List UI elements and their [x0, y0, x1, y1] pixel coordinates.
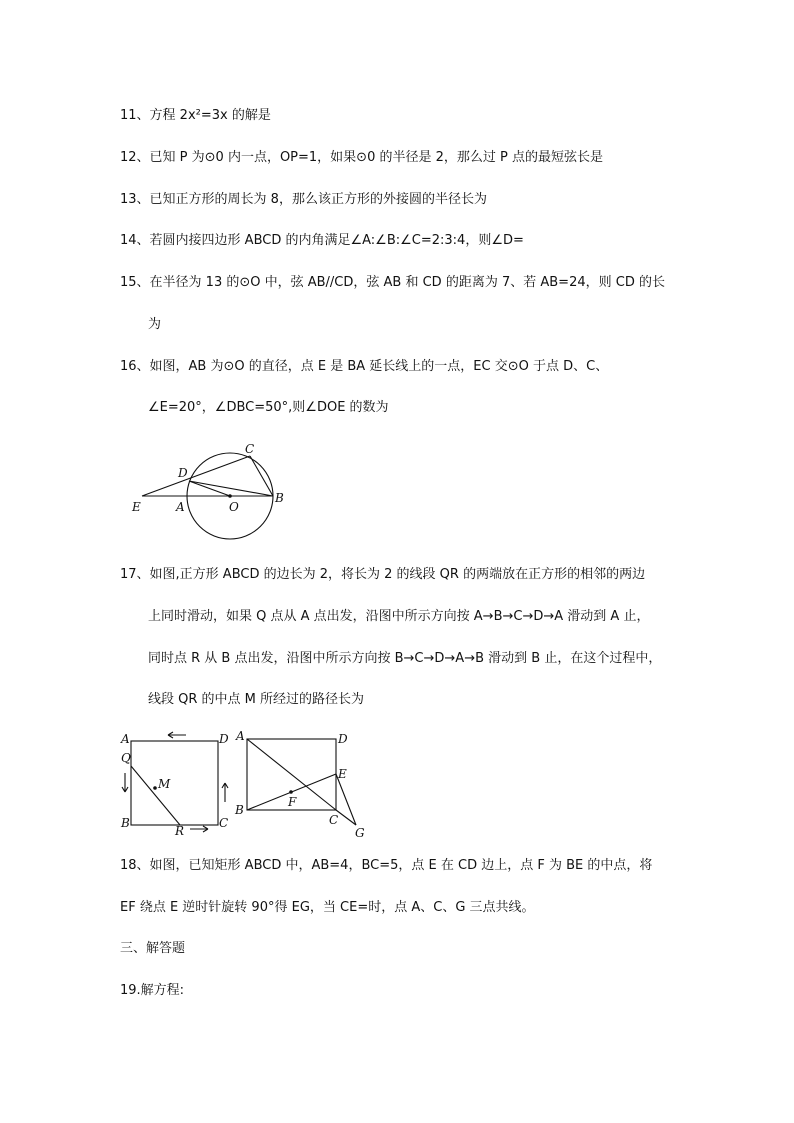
label-a: A: [236, 729, 245, 743]
segment-db: [189, 481, 273, 496]
question-17-line-2: 上同时滑动，如果 Q 点从 A 点出发，沿图中所示方向按 A→B→C→D→A 滑动到 A 止，: [148, 609, 650, 624]
question-17-line-3: 同时点 R 从 B 点出发，沿图中所示方向按 B→C→D→A→B 滑动到 B 止，在这个过程中，: [148, 651, 662, 666]
label-m: M: [158, 777, 171, 791]
section-3-heading: 三、解答题: [120, 941, 186, 956]
label-b: B: [235, 803, 244, 817]
label-b: B: [121, 816, 130, 830]
label-r: R: [175, 824, 185, 838]
label-c: C: [329, 813, 339, 827]
question-17-line-4: 线段 QR 的中点 M 所经过的路径长为: [148, 692, 365, 707]
label-c: C: [245, 442, 255, 456]
midpoint-m: [153, 786, 157, 790]
question-17-line-1: 17、如图,正方形 ABCD 的边长为 2，将长为 2 的线段 QR 的两端放在正方形的相邻的两边: [120, 567, 646, 582]
segment-cb: [250, 456, 273, 496]
label-d: D: [178, 466, 188, 480]
arrow-down-icon: [122, 773, 128, 792]
label-g: G: [355, 826, 365, 840]
label-o: O: [229, 500, 239, 514]
question-18-line-1: 18、如图，已知矩形 ABCD 中，AB=4，BC=5，点 E 在 CD 边上，点 F 为 BE 的中点，将: [120, 858, 653, 873]
question-16-line-2: ∠E=20°，∠DBC=50°,则∠DOE 的数为: [148, 400, 389, 415]
center-dot-o: [228, 494, 232, 498]
label-c: C: [219, 816, 229, 830]
midpoint-f: [289, 790, 293, 794]
question-18-line-2: EF 绕点 E 逆时针旋转 90°得 EG，当 CE=时，点 A、C、G 三点共线。: [120, 900, 535, 915]
question-16-line-1: 16、如图，AB 为⊙O 的直径，点 E 是 BA 延长线上的一点，EC 交⊙O 于点 D、C、: [120, 359, 609, 374]
square-abcd: [131, 741, 218, 825]
figure-q17-square-diagram: [118, 728, 234, 838]
segment-qr: [131, 766, 180, 825]
label-q: Q: [121, 751, 131, 765]
label-b: B: [275, 491, 284, 505]
question-12: 12、已知 P 为⊙0 内一点，OP=1，如果⊙0 的半径是 2，那么过 P 点的最短弦长是: [120, 150, 603, 165]
question-19: 19.解方程:: [120, 983, 185, 998]
label-d: D: [338, 732, 348, 746]
question-13: 13、已知正方形的周长为 8，那么该正方形的外接圆的半径长为: [120, 192, 487, 207]
label-f: F: [288, 795, 297, 809]
label-e: E: [338, 767, 347, 781]
arrow-up-icon: [222, 783, 228, 802]
question-11: 11、方程 2x²=3x 的解是: [120, 108, 271, 123]
label-a: A: [176, 500, 185, 514]
question-14: 14、若圆内接四边形 ABCD 的内角满足∠A:∠B:∠C=2:3:4，则∠D=: [120, 233, 524, 248]
label-d: D: [219, 732, 229, 746]
figure-q16-circle-diagram: [128, 440, 298, 520]
arrow-left-icon: [168, 732, 186, 738]
question-15-line-1: 15、在半径为 13 的⊙O 中，弦 AB//CD，弦 AB 和 CD 的距离为 7、若 AB=24，则 CD 的长: [120, 275, 665, 290]
label-a: A: [121, 732, 130, 746]
arrow-right-icon: [190, 826, 208, 832]
segment-do: [189, 481, 230, 496]
question-15-line-2: 为: [148, 317, 162, 332]
label-e: E: [132, 500, 141, 514]
figure-q18-rectangle-diagram: [232, 728, 372, 840]
segment-ec: [142, 456, 250, 496]
